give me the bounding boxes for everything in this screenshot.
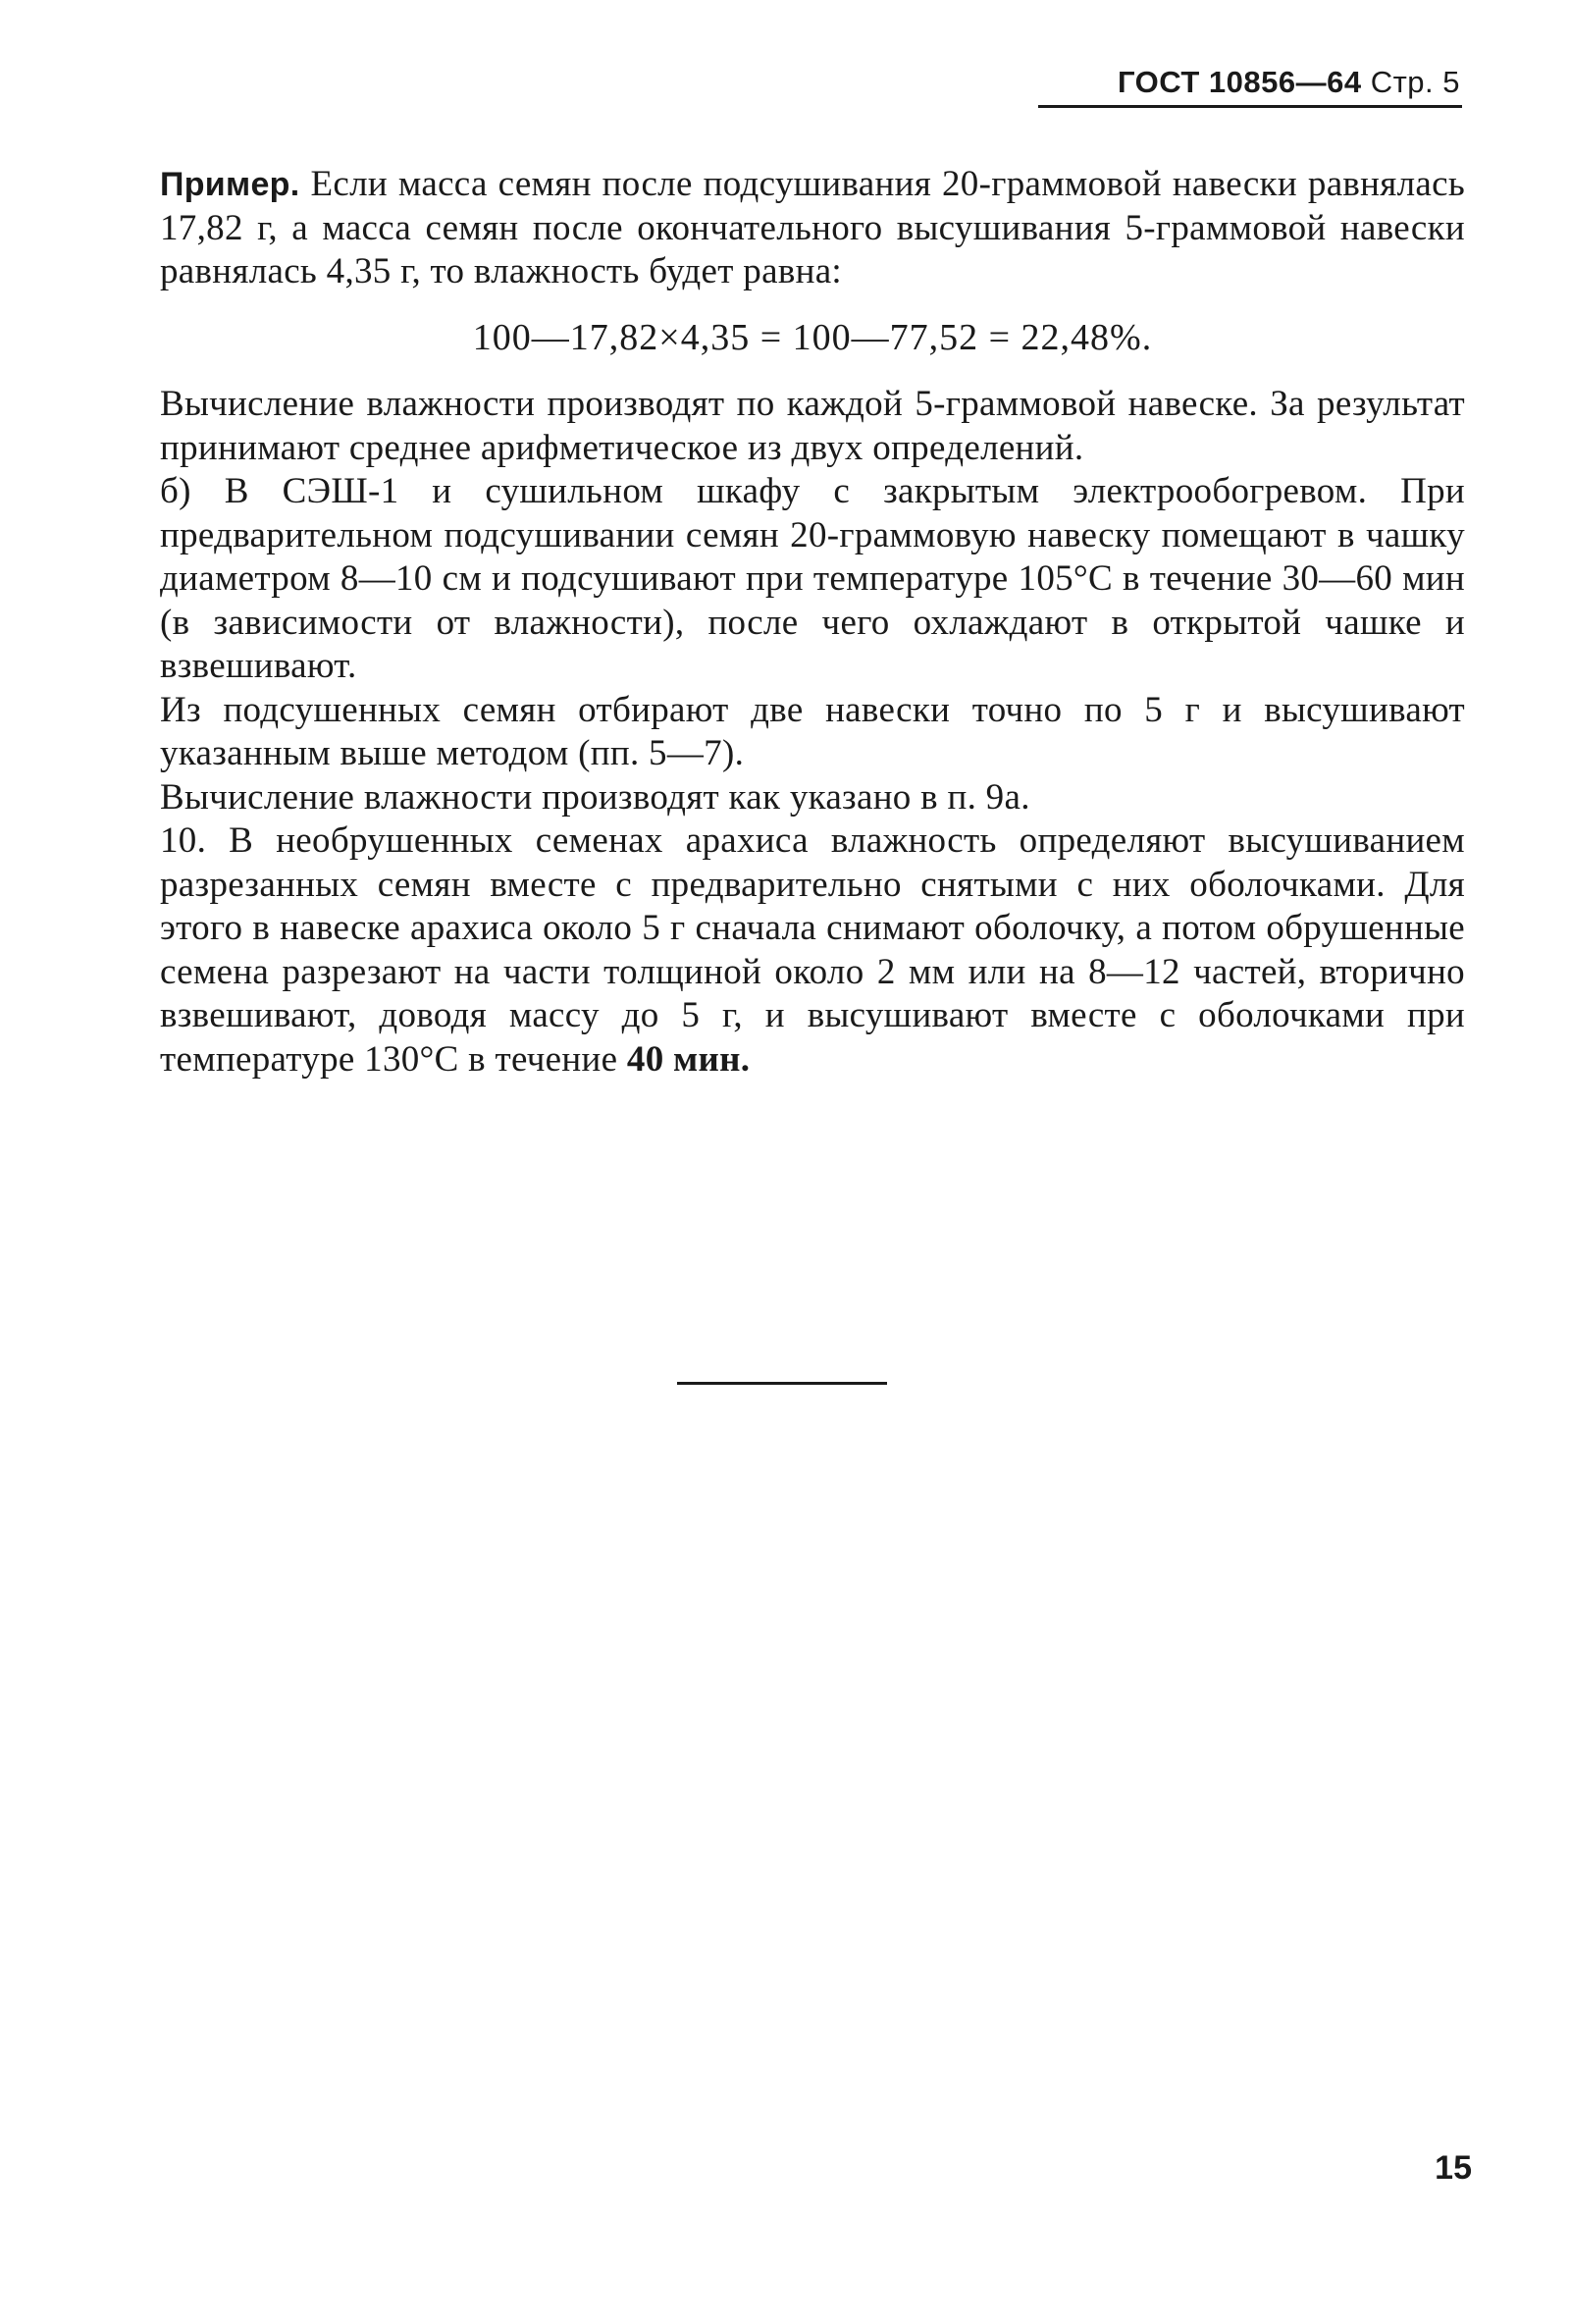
document-body <box>160 163 1465 1082</box>
clause-10-paragraph <box>160 819 1465 1082</box>
page-number: 15 <box>1435 2149 1472 2187</box>
page-label: Стр. 5 <box>1370 65 1460 99</box>
clause-10-duration: 40 мин. <box>626 1038 751 1080</box>
method-b-paragraph: б) В СЭШ-1 и сушильном шкафу с закрытым электрообогревом. При предварительном подсушивании семян 20-граммовую навеску помещают в чашку диаметром 8—10 см и подсушивают при температуре 105°С в течение 30—60 мин (в зависимости от влажности), после чего охлаждают в открытой чашке и взвешивают. <box>160 471 1465 686</box>
page-header <box>1118 65 1460 100</box>
section-end-rule <box>677 1382 887 1385</box>
moisture-formula: 100—17,82×4,35 = 100—77,52 = 22,48%. <box>472 316 1153 358</box>
example-text: Если масса семян после подсушивания 20-граммовой навески равнялась 17,82 г, а масса семян после окончательного высушивания 5-граммовой навески равнялась 4,35 г, то влажность будет равна: <box>160 164 1465 291</box>
clause-10-text: 10. В необрушенных семенах арахиса влажность определяют высушиванием разрезанных семян вместе с предварительно снятыми с них оболочками. Для этого в навеске арахиса около 5 г сначала снимают оболочку, а потом обрушенные семена разрезают на части толщиной около 2 мм или на 8—12 частей, вторично взвешивают, доводя массу до 5 г, и высушивают вместе с оболочками при температуре 130°С в течение <box>160 820 1465 1080</box>
standard-code: ГОСТ 10856—64 <box>1117 65 1362 99</box>
calculation-paragraph: Вычисление влажности производят по каждой 5-граммовой навеске. За результат принимают среднее арифметическое из двух определений. <box>160 384 1465 468</box>
example-lead: Пример. <box>160 166 300 203</box>
header-rule <box>1038 105 1462 108</box>
calculation-reference-paragraph: Вычисление влажности производят как указано в п. 9а. <box>160 776 1030 818</box>
samples-paragraph: Из подсушенных семян отбирают две навески точно по 5 г и высушивают указанным выше методом (пп. 5—7). <box>160 689 1465 773</box>
example-paragraph <box>160 163 1465 294</box>
